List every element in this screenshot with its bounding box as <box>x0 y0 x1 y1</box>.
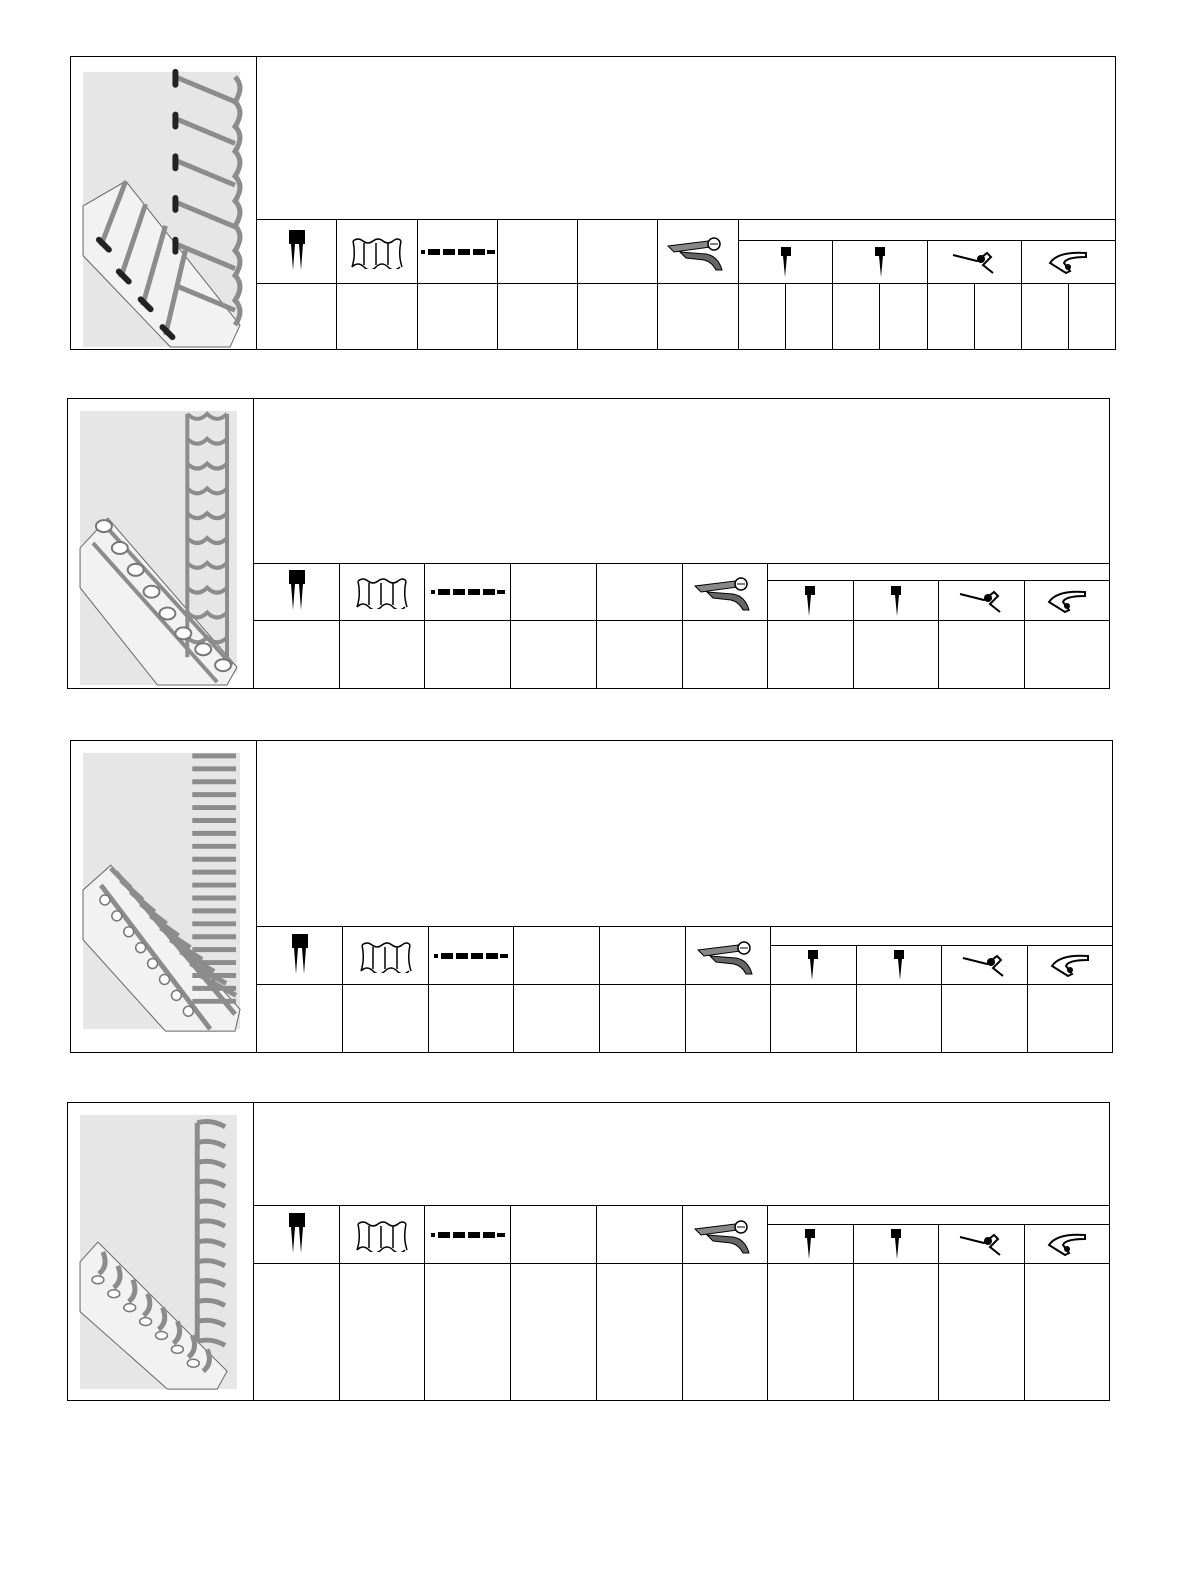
upper-looper-tension-icon <box>961 952 1007 978</box>
value-header-cell <box>511 1205 597 1263</box>
tension-value-cell <box>768 620 854 688</box>
tension-value-cell <box>939 620 1025 688</box>
right-needle-tension-icon <box>889 586 903 616</box>
tension-value-cell <box>854 1263 940 1400</box>
stitch-length-cell <box>425 563 511 620</box>
value-header-cell <box>511 563 597 620</box>
stitch-illustration <box>71 57 257 349</box>
value-cell <box>498 283 578 349</box>
tension-value-cell <box>939 1263 1025 1400</box>
differential-feed-icon <box>355 575 409 609</box>
differential-feed-cell <box>343 926 429 984</box>
value-cell <box>683 1263 768 1400</box>
value-cell <box>254 620 340 688</box>
right-needle-tension-icon <box>892 950 906 980</box>
stitch-illustration <box>68 1103 254 1400</box>
settings-table <box>257 219 1115 349</box>
value-header-cell <box>597 563 683 620</box>
right-needle-tension-icon <box>873 247 887 277</box>
stitch-length-cell <box>429 926 514 984</box>
value-cell <box>343 984 429 1052</box>
value-cell <box>514 984 600 1052</box>
differential-feed-icon <box>359 939 413 973</box>
value-cell <box>340 1263 425 1400</box>
stitch-length-icon <box>434 952 508 960</box>
upper-looper-tension-icon <box>958 1231 1004 1257</box>
value-cell <box>418 283 498 349</box>
value-cell <box>683 620 768 688</box>
stitch-length-icon <box>421 248 495 256</box>
value-header-cell <box>578 219 658 283</box>
stitch-card-2 <box>67 398 1110 689</box>
left-needle-tension-icon <box>803 1229 817 1259</box>
value-header-cell <box>514 926 600 984</box>
tension-value-cell <box>1025 1263 1110 1400</box>
cutting-width-icon <box>696 936 760 976</box>
cutting-width-cell <box>683 1205 768 1263</box>
tension-value-cell <box>771 984 857 1052</box>
lower-looper-tension-icon <box>1050 952 1090 978</box>
stitch-illustration <box>71 741 257 1052</box>
stitch-card-3 <box>70 740 1113 1053</box>
stitch-description <box>257 57 1115 221</box>
lower-looper-tension-cell <box>1028 945 1113 984</box>
needle-icon <box>287 1213 307 1257</box>
stitch-illustration <box>68 399 254 688</box>
thread-tension-group <box>739 219 1115 283</box>
cutting-width-icon <box>666 232 730 272</box>
cutting-width-icon <box>693 1215 757 1255</box>
left-needle-tension-icon <box>806 950 820 980</box>
needle-icon <box>287 570 307 614</box>
differential-feed-icon <box>355 1218 409 1252</box>
tension-value-cell <box>928 283 1022 349</box>
stitch-diagram-wide <box>71 57 256 349</box>
value-cell <box>257 984 343 1052</box>
left-needle-tension-icon <box>803 586 817 616</box>
lower-looper-tension-cell <box>1022 240 1115 283</box>
tension-value-cell <box>942 984 1028 1052</box>
tension-value-cell <box>857 984 943 1052</box>
tension-value-cell <box>768 1263 854 1400</box>
stitch-diagram-roll <box>68 1103 253 1400</box>
stitch-description <box>257 741 1112 928</box>
value-header-cell <box>498 219 578 283</box>
upper-looper-tension-icon <box>958 588 1004 614</box>
differential-feed-icon <box>350 235 404 269</box>
left-needle-tension-cell <box>768 580 854 620</box>
value-cell <box>686 984 771 1052</box>
differential-feed-cell <box>337 219 418 283</box>
value-cell <box>254 1263 340 1400</box>
value-cell <box>429 984 514 1052</box>
stitch-card-4 <box>67 1102 1110 1401</box>
value-cell <box>597 1263 683 1400</box>
left-needle-tension-cell <box>768 1224 854 1263</box>
upper-looper-tension-cell <box>939 580 1025 620</box>
stitch-length-cell <box>418 219 498 283</box>
cutting-width-cell <box>683 563 768 620</box>
value-cell <box>425 620 511 688</box>
lower-looper-tension-icon <box>1048 249 1088 275</box>
left-needle-tension-cell <box>771 945 857 984</box>
settings-table <box>257 926 1112 1052</box>
value-cell <box>340 620 425 688</box>
needle-cell <box>254 563 340 620</box>
stitch-length-icon <box>431 1231 505 1239</box>
value-header-cell <box>597 1205 683 1263</box>
upper-looper-tension-cell <box>928 240 1022 283</box>
differential-feed-cell <box>340 1205 425 1263</box>
stitch-description <box>254 1103 1109 1207</box>
tension-value-cell <box>833 283 927 349</box>
stitch-length-cell <box>425 1205 511 1263</box>
lower-looper-tension-icon <box>1047 588 1087 614</box>
value-cell <box>597 620 683 688</box>
value-cell <box>425 1263 511 1400</box>
upper-looper-tension-cell <box>942 945 1028 984</box>
tension-value-cell <box>1025 620 1110 688</box>
right-needle-tension-cell <box>833 240 927 283</box>
value-cell <box>511 620 597 688</box>
stitch-diagram-loop <box>68 399 253 688</box>
tension-value-cell <box>739 283 833 349</box>
left-needle-tension-icon <box>779 247 793 277</box>
upper-looper-tension-icon <box>951 249 997 275</box>
value-cell <box>511 1263 597 1400</box>
needle-cell <box>257 219 337 283</box>
left-needle-tension-cell <box>739 240 833 283</box>
right-needle-tension-cell <box>854 580 940 620</box>
lower-looper-tension-cell <box>1025 1224 1110 1263</box>
tension-value-cell <box>1022 283 1115 349</box>
value-cell <box>658 283 739 349</box>
lower-looper-tension-icon <box>1047 1231 1087 1257</box>
cutting-width-cell <box>658 219 739 283</box>
right-needle-tension-icon <box>889 1229 903 1259</box>
value-cell <box>578 283 658 349</box>
value-cell <box>600 984 686 1052</box>
stitch-length-icon <box>431 588 505 596</box>
needle-cell <box>254 1205 340 1263</box>
right-needle-tension-cell <box>857 945 943 984</box>
needle-cell <box>257 926 343 984</box>
thread-tension-group <box>768 563 1109 620</box>
needle-icon <box>290 934 310 978</box>
stitch-description <box>254 399 1109 565</box>
tension-value-cell <box>854 620 940 688</box>
tension-value-cell <box>1028 984 1113 1052</box>
upper-looper-tension-cell <box>939 1224 1025 1263</box>
thread-tension-group <box>771 926 1112 984</box>
value-cell <box>337 283 418 349</box>
lower-looper-tension-cell <box>1025 580 1110 620</box>
needle-icon <box>287 230 307 274</box>
thread-tension-group <box>768 1205 1109 1263</box>
differential-feed-cell <box>340 563 425 620</box>
right-needle-tension-cell <box>854 1224 940 1263</box>
cutting-width-icon <box>693 572 757 612</box>
settings-table <box>254 1205 1109 1400</box>
stitch-diagram-tight <box>71 741 256 1052</box>
value-cell <box>257 283 337 349</box>
settings-table <box>254 563 1109 688</box>
value-header-cell <box>600 926 686 984</box>
stitch-card-1 <box>70 56 1116 350</box>
cutting-width-cell <box>686 926 771 984</box>
